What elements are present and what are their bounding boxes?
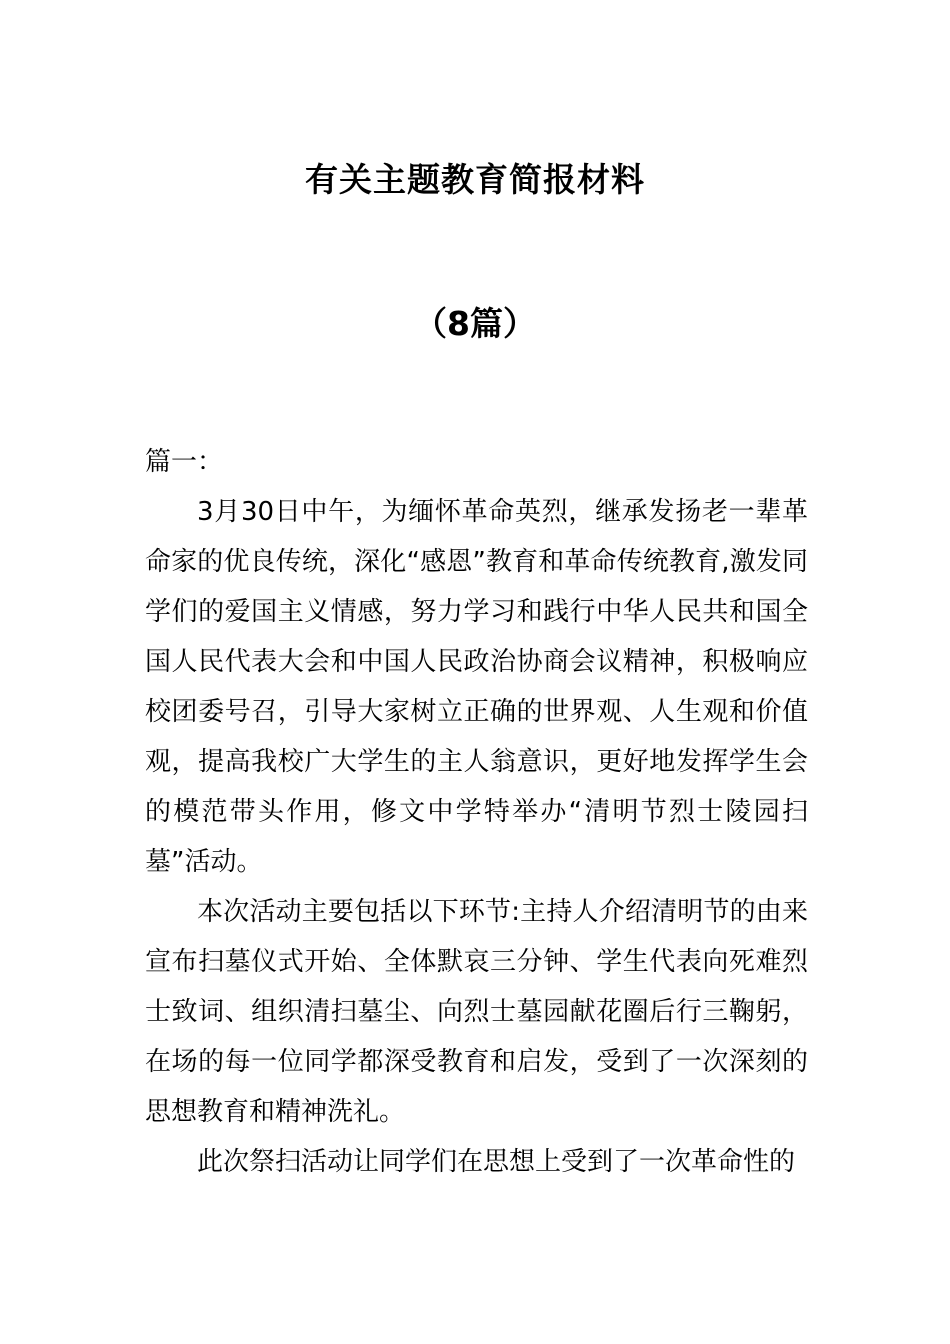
section-label: 篇一： xyxy=(145,447,224,477)
document-title: 有关主题教育简报材料 xyxy=(305,160,645,199)
paragraph-2: 本次活动主要包括以下环节:主持人介绍清明节的由来宣布扫墓仪式开始、全体默哀三分钟、学生代表向死难烈士致词、组织清扫墓尘、向烈士墓园献花圈后行三鞠躬，在场的每一位同学都深受教育和启发，受到了一次深刻的思想教育和精神洗礼。 xyxy=(145,897,808,1127)
document-subtitle: （8篇） xyxy=(414,304,536,343)
paragraph-1: 3月30日中午，为缅怀革命英烈，继承发扬老一辈革命家的优良传统，深化“感恩”教育和革命传统教育,激发同学们的爱国主义情感，努力学习和践行中华人民共和国全国人民代表大会和中国人民政治协商会议精神，积极响应校团委号召，引导大家树立正确的世界观、人生观和价值观，提高我校广大学生的主人翁意识，更好地发挥学生会的模范带头作用，修文中学特举办“清明节烈士陵园扫墓”活动。 xyxy=(145,497,808,877)
document-body xyxy=(145,437,808,1187)
paragraph-3: 此次祭扫活动让同学们在思想上受到了一次革命性的 xyxy=(197,1147,796,1177)
